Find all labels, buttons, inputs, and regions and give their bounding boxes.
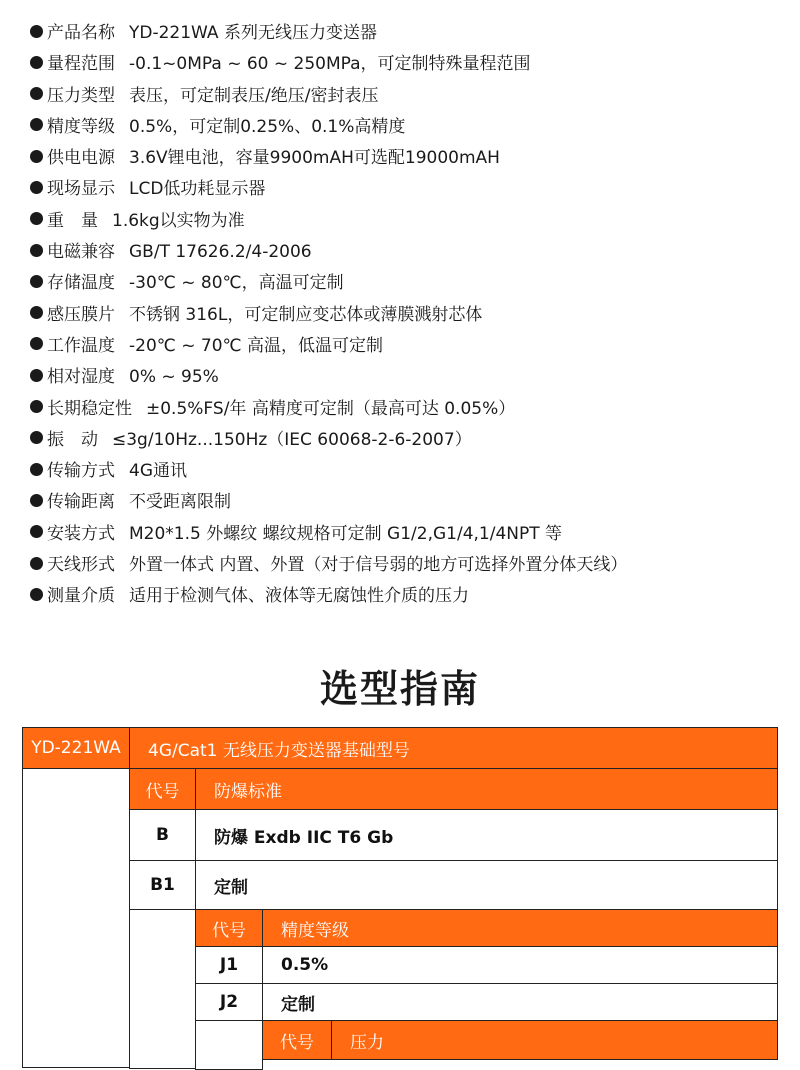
- spec-name: 传输距离: [47, 492, 115, 513]
- spec-value: M20*1.5 外螺纹 螺纹规格可定制 G1/2,G1/4,1/4NPT 等: [129, 523, 563, 544]
- spec-row: [30, 112, 627, 143]
- spec-row: [30, 81, 627, 112]
- spec-row: [30, 331, 627, 362]
- spec-row: [30, 581, 627, 612]
- bullet-icon: [30, 525, 43, 538]
- spec-value: ≤3g/10Hz...150Hz（IEC 60068-2-6-2007）: [112, 429, 472, 450]
- spec-value: -0.1~0MPa ~ 60 ~ 250MPa，可定制特殊量程范围: [129, 54, 531, 75]
- bullet-icon: [30, 337, 43, 350]
- bullet-icon: [30, 463, 43, 476]
- model-cell: YD-221WA: [22, 727, 130, 769]
- spec-list: [30, 18, 627, 613]
- bullet-icon: [30, 275, 43, 288]
- model-desc-cell: 4G/Cat1 无线压力变送器基础型号: [129, 727, 778, 769]
- spec-row: [30, 394, 627, 425]
- spec-name: 测量介质: [47, 586, 115, 607]
- bullet-icon: [30, 150, 43, 163]
- spec-row: [30, 425, 627, 456]
- accuracy-header: 精度等级: [262, 909, 778, 947]
- bullet-icon: [30, 431, 43, 444]
- spec-name: 量程范围: [47, 54, 115, 75]
- bullet-icon: [30, 212, 43, 225]
- spec-value: 0.5%，可定制0.25%、0.1%高精度: [129, 116, 406, 137]
- spec-name: 感压膜片: [47, 304, 115, 325]
- spec-name: 重 量: [47, 210, 98, 231]
- selection-guide-title: 选型指南: [319, 667, 480, 711]
- spec-name: 振 动: [47, 429, 98, 450]
- bullet-icon: [30, 25, 43, 38]
- bullet-icon: [30, 400, 43, 413]
- spec-value: 适用于检测气体、液体等无腐蚀性介质的压力: [129, 586, 469, 607]
- spec-row: [30, 18, 627, 49]
- spec-value: 外置一体式 内置、外置（对于信号弱的地方可选择外置分体天线）: [129, 555, 628, 576]
- spec-row: [30, 174, 627, 205]
- explosion-code-header: 代号: [129, 768, 196, 810]
- spec-row: [30, 550, 627, 581]
- spec-name: 长期稳定性: [47, 398, 132, 419]
- bullet-icon: [30, 56, 43, 69]
- spec-name: 供电电源: [47, 148, 115, 169]
- spec-row: [30, 362, 627, 393]
- spec-value: 不受距离限制: [129, 492, 231, 513]
- spec-value: ±0.5%FS/年 高精度可定制（最高可达 0.05%）: [146, 398, 516, 419]
- spec-value: 不锈钢 316L，可定制应变芯体或薄膜溅射芯体: [129, 304, 483, 325]
- explosion-header: 防爆标准: [195, 768, 778, 810]
- model-empty-cell: [22, 768, 130, 1068]
- explosion-empty-cell: [129, 909, 196, 1069]
- accuracy-desc-cell: 定制: [262, 983, 778, 1021]
- spec-row: [30, 300, 627, 331]
- spec-value: LCD低功耗显示器: [129, 179, 266, 200]
- spec-value: 0% ~ 95%: [129, 367, 219, 388]
- spec-name: 相对湿度: [47, 367, 115, 388]
- bullet-icon: [30, 87, 43, 100]
- explosion-desc-cell: 防爆 Exdb IIC T6 Gb: [195, 809, 778, 861]
- spec-value: 1.6kg以实物为准: [112, 210, 245, 231]
- accuracy-code-header: 代号: [195, 909, 263, 947]
- bullet-icon: [30, 181, 43, 194]
- spec-value: 3.6V锂电池，容量9900mAH可选配19000mAH: [129, 148, 500, 169]
- accuracy-desc-cell: 0.5%: [262, 946, 778, 984]
- spec-row: [30, 49, 627, 80]
- pressure-header: 压力: [331, 1020, 778, 1060]
- bullet-icon: [30, 306, 43, 319]
- spec-value: YD-221WA 系列无线压力变送器: [129, 23, 377, 43]
- explosion-desc-cell: 定制: [195, 860, 778, 910]
- spec-row: [30, 268, 627, 299]
- spec-name: 产品名称: [47, 23, 115, 43]
- bullet-icon: [30, 369, 43, 382]
- spec-name: 电磁兼容: [47, 242, 115, 263]
- explosion-code-cell: B1: [129, 860, 196, 910]
- accuracy-empty-cell: [195, 1020, 263, 1070]
- spec-row: [30, 237, 627, 268]
- spec-value: -20℃ ~ 70℃ 高温，低温可定制: [129, 335, 384, 356]
- bullet-icon: [30, 557, 43, 570]
- spec-name: 存储温度: [47, 273, 115, 294]
- spec-value: 表压，可定制表压/绝压/密封表压: [129, 85, 379, 106]
- spec-value: 4G通讯: [129, 461, 187, 482]
- pressure-code-header: 代号: [262, 1020, 332, 1060]
- spec-name: 安装方式: [47, 523, 115, 544]
- spec-row: [30, 143, 627, 174]
- spec-value: -30℃ ~ 80℃，高温可定制: [129, 273, 344, 294]
- bullet-icon: [30, 118, 43, 131]
- explosion-code-cell: B: [129, 809, 196, 861]
- spec-row: [30, 206, 627, 237]
- spec-name: 精度等级: [47, 116, 115, 137]
- spec-name: 现场显示: [47, 179, 115, 200]
- spec-row: [30, 487, 627, 518]
- spec-name: 工作温度: [47, 335, 115, 356]
- bullet-icon: [30, 244, 43, 257]
- spec-row: [30, 456, 627, 487]
- spec-value: GB/T 17626.2/4-2006: [129, 242, 312, 263]
- bullet-icon: [30, 588, 43, 601]
- spec-name: 压力类型: [47, 85, 115, 106]
- accuracy-code-cell: J1: [195, 946, 263, 984]
- spec-row: [30, 519, 627, 550]
- spec-name: 天线形式: [47, 555, 115, 576]
- accuracy-code-cell: J2: [195, 983, 263, 1021]
- bullet-icon: [30, 494, 43, 507]
- spec-name: 传输方式: [47, 461, 115, 482]
